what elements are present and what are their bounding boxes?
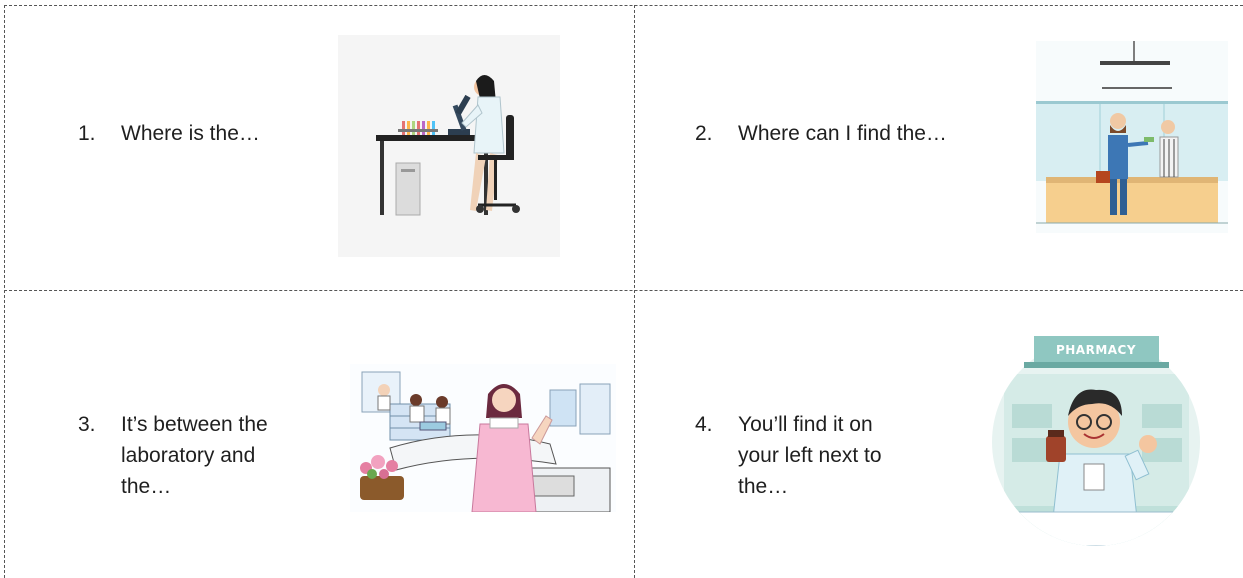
card-4-line-3: the… — [738, 475, 789, 498]
scientist-microscope-icon — [338, 35, 560, 257]
card-4 — [634, 290, 1243, 578]
card-3 — [0, 290, 634, 578]
pharmacy-sign-text: PHARMACY — [1055, 343, 1137, 357]
card-3-line-3: the… — [121, 475, 172, 498]
card-1-number: 1. — [78, 122, 96, 145]
pharmacy-icon — [984, 334, 1209, 546]
card-2-text: Where can I find the… — [738, 122, 947, 145]
card-2-number: 2. — [695, 122, 713, 145]
card-4-line-2: your left next to — [738, 444, 882, 467]
card-4-line-1: You’ll find it on — [738, 413, 873, 436]
nurses-station-icon — [350, 364, 616, 512]
card-3-line-1: It’s between the — [121, 413, 268, 436]
card-4-number: 4. — [695, 413, 713, 436]
card-2 — [634, 0, 1243, 290]
card-3-number: 3. — [78, 413, 96, 436]
reception-desk-icon — [1036, 41, 1228, 233]
card-3-line-2: laboratory and — [121, 444, 256, 467]
card-4-text — [738, 409, 882, 502]
card-1 — [0, 0, 634, 290]
card-1-text: Where is the… — [121, 122, 260, 145]
card-3-text — [121, 409, 268, 502]
